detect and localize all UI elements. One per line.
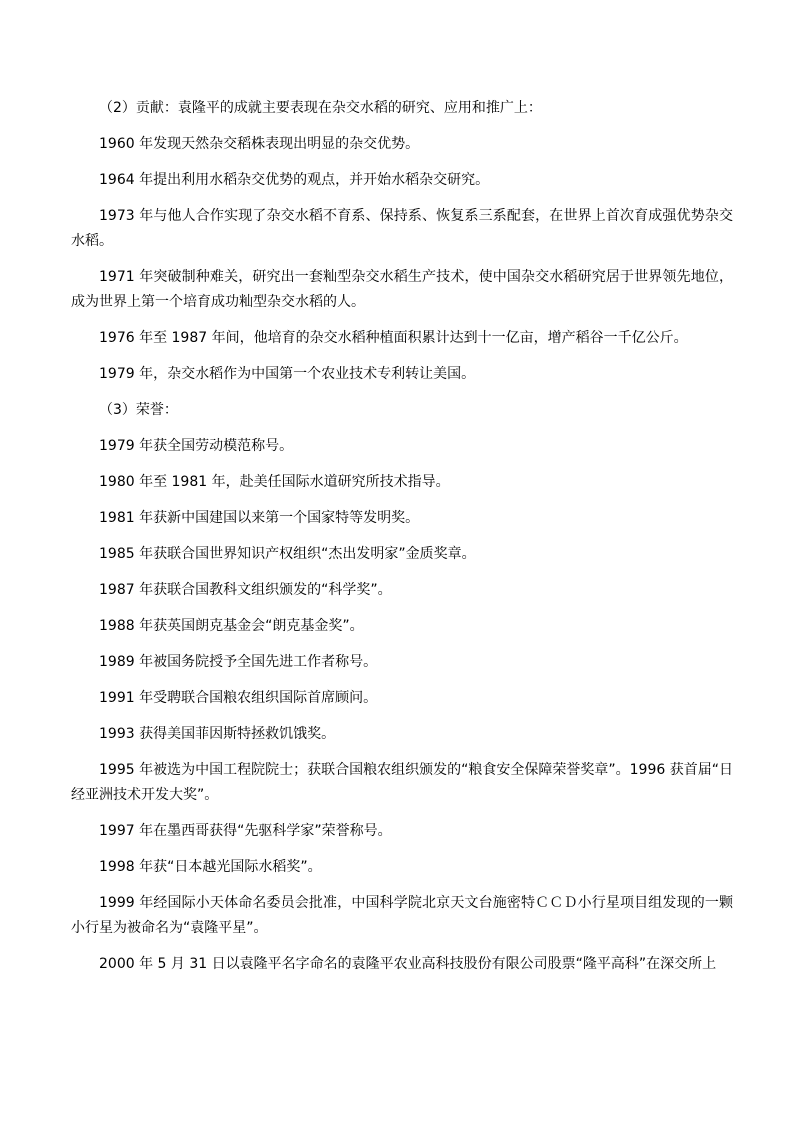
paragraph-1979-model-worker: 1979 年获全国劳动模范称号。 [99, 438, 294, 454]
paragraph-1976-1987: 1976 年至 1987 年间，他培育的杂交水稻种植面积累计达到十一亿亩，增产稻谷一千亿公斤。 [99, 330, 688, 346]
paragraph-2000: 2000 年 5 月 31 日以袁隆平名字命名的袁隆平农业高科技股份有限公司股票“隆平高科”在深交所上 [99, 956, 717, 972]
paragraph-1995-1996: 1995 年被选为中国工程院院士；获联合国粮农组织颁发的“粮食安全保障荣誉奖章”。1996 获首届“日经亚洲技术开发大奖”。 [71, 762, 733, 803]
paragraph-1973: 1973 年与他人合作实现了杂交水稻不育系、保持系、恢复系三系配套，在世界上首次育成强优势杂交水稻。 [71, 208, 733, 249]
paragraph-1987: 1987 年获联合国教科文组织颁发的“科学奖”。 [99, 582, 392, 598]
document-page [71, 96, 733, 988]
paragraph-1988: 1988 年获英国朗克基金会“朗克基金奖”。 [99, 618, 364, 634]
paragraph-1985: 1985 年获联合国世界知识产权组织“杰出发明家”金质奖章。 [99, 546, 476, 562]
paragraph-contribution-heading: （2）贡献：袁隆平的成就主要表现在杂交水稻的研究、应用和推广上： [99, 100, 542, 116]
paragraph-1998: 1998 年获“日本越光国际水稻奖”。 [99, 859, 322, 875]
paragraph-1989: 1989 年被国务院授予全国先进工作者称号。 [99, 654, 378, 670]
paragraph-honors-heading: （3）荣誉： [99, 402, 178, 418]
paragraph-1999: 1999 年经国际小天体命名委员会批准，中国科学院北京天文台施密特ＣＣＤ小行星项目组发现的一颗小行星为被命名为“袁隆平星”。 [71, 895, 733, 936]
paragraph-1993: 1993 获得美国菲因斯特拯救饥饿奖。 [99, 726, 336, 742]
paragraph-1991: 1991 年受聘联合国粮农组织国际首席顾问。 [99, 690, 378, 706]
paragraph-1981: 1981 年获新中国建国以来第一个国家特等发明奖。 [99, 510, 420, 526]
paragraph-1980-1981: 1980 年至 1981 年，赴美任国际水道研究所技术指导。 [99, 474, 450, 490]
paragraph-1971: 1971 年突破制种难关，研究出一套籼型杂交水稻生产技术，使中国杂交水稻研究居于世界领先地位，成为世界上第一个培育成功籼型杂交水稻的人。 [71, 269, 733, 310]
paragraph-1964: 1964 年提出利用水稻杂交优势的观点，并开始水稻杂交研究。 [99, 172, 490, 188]
paragraph-1960: 1960 年发现天然杂交稻株表现出明显的杂交优势。 [99, 136, 420, 152]
paragraph-1997: 1997 年在墨西哥获得“先驱科学家”荣誉称号。 [99, 823, 392, 839]
paragraph-1979-patent: 1979 年，杂交水稻作为中国第一个农业技术专利转让美国。 [99, 366, 476, 382]
